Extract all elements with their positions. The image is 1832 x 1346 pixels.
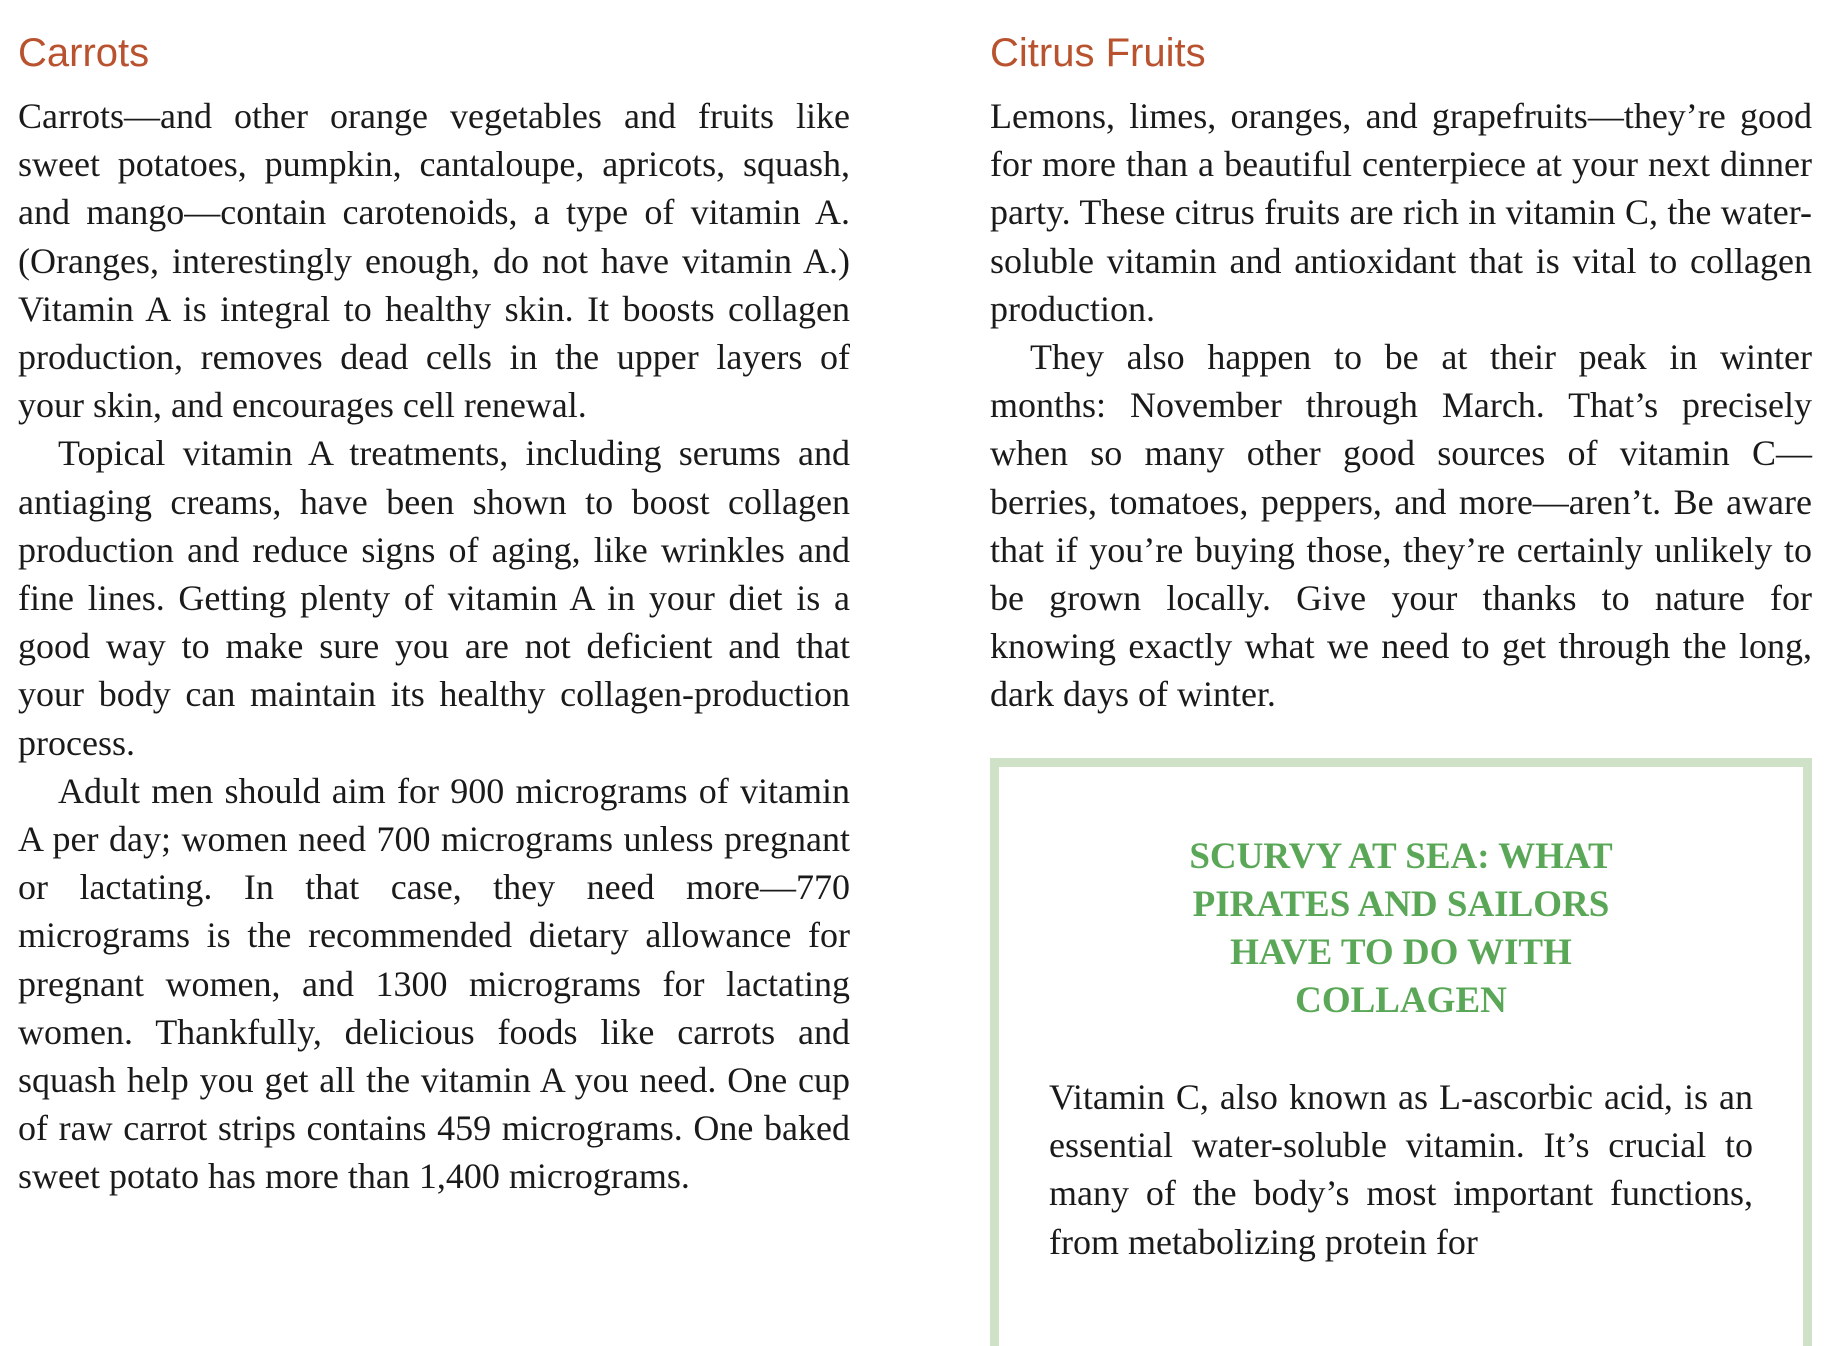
- citrus-paragraph-2: They also happen to be at their peak in winter months: November through March. That’s precisely when so many other good sources of vitamin C—berries, tomatoes, peppers, and more—aren’t. Be aware that if you’re buying those, they’re certainly unlikely to be grown locally. Give your thanks to nature for knowing exactly what we need to get through the long, dark days of winter.: [990, 337, 1812, 715]
- citrus-heading: Citrus Fruits: [990, 31, 1206, 75]
- sidebar-title: SCURVY AT SEA: WHAT PIRATES AND SAILORS HAVE TO DO WITH COLLAGEN: [1189, 836, 1613, 1021]
- carrots-heading: Carrots: [18, 31, 150, 75]
- citrus-section: [990, 26, 1812, 719]
- citrus-paragraph-1: Lemons, limes, oranges, and grapefruits—they’re good for more than a beautiful centerpiece at your next dinner party. These citrus fruits are rich in vitamin C, the water-soluble vitamin and antioxidant that is vital to collagen production.: [990, 96, 1812, 329]
- carrots-paragraph-2: Topical vitamin A treatments, including serums and antiaging creams, have been shown to boost collagen production and reduce signs of aging, like wrinkles and fine lines. Getting plenty of vitamin A in your diet is a good way to make sure you are not deficient and that your body can maintain its healthy collagen-production process.: [18, 433, 850, 763]
- sidebar-paragraph: Vitamin C, also known as L-ascorbic acid, is an essential water-soluble vitamin. It’s crucial to many of the body’s most important functions, from metabolizing protein for: [1049, 1077, 1753, 1262]
- carrots-paragraph-3: Adult men should aim for 900 micrograms of vitamin A per day; women need 700 micrograms unless pregnant or lactating. In that case, they need more—770 micrograms is the recommended dietary allowance for pregnant women, and 1300 micrograms for lactating women. Thankfully, delicious foods like carrots and squash help you get all the vitamin A you need. One cup of raw carrot strips contains 459 micrograms. One baked sweet potato has more than 1,400 micrograms.: [18, 770, 850, 1197]
- carrots-paragraph-1: Carrots—and other orange vegetables and fruits like sweet potatoes, pumpkin, cantaloupe, apricots, squash, and mango—contain carotenoids, a type of vitamin A. (Oranges, interestingly enough, do not have vitamin A.) Vitamin A is integral to healthy skin. It boosts collagen production, removes dead cells in the upper layers of your skin, and encourages cell renewal.: [18, 96, 850, 426]
- carrots-section: [18, 26, 850, 1201]
- scurvy-sidebar-box: [990, 758, 1812, 1346]
